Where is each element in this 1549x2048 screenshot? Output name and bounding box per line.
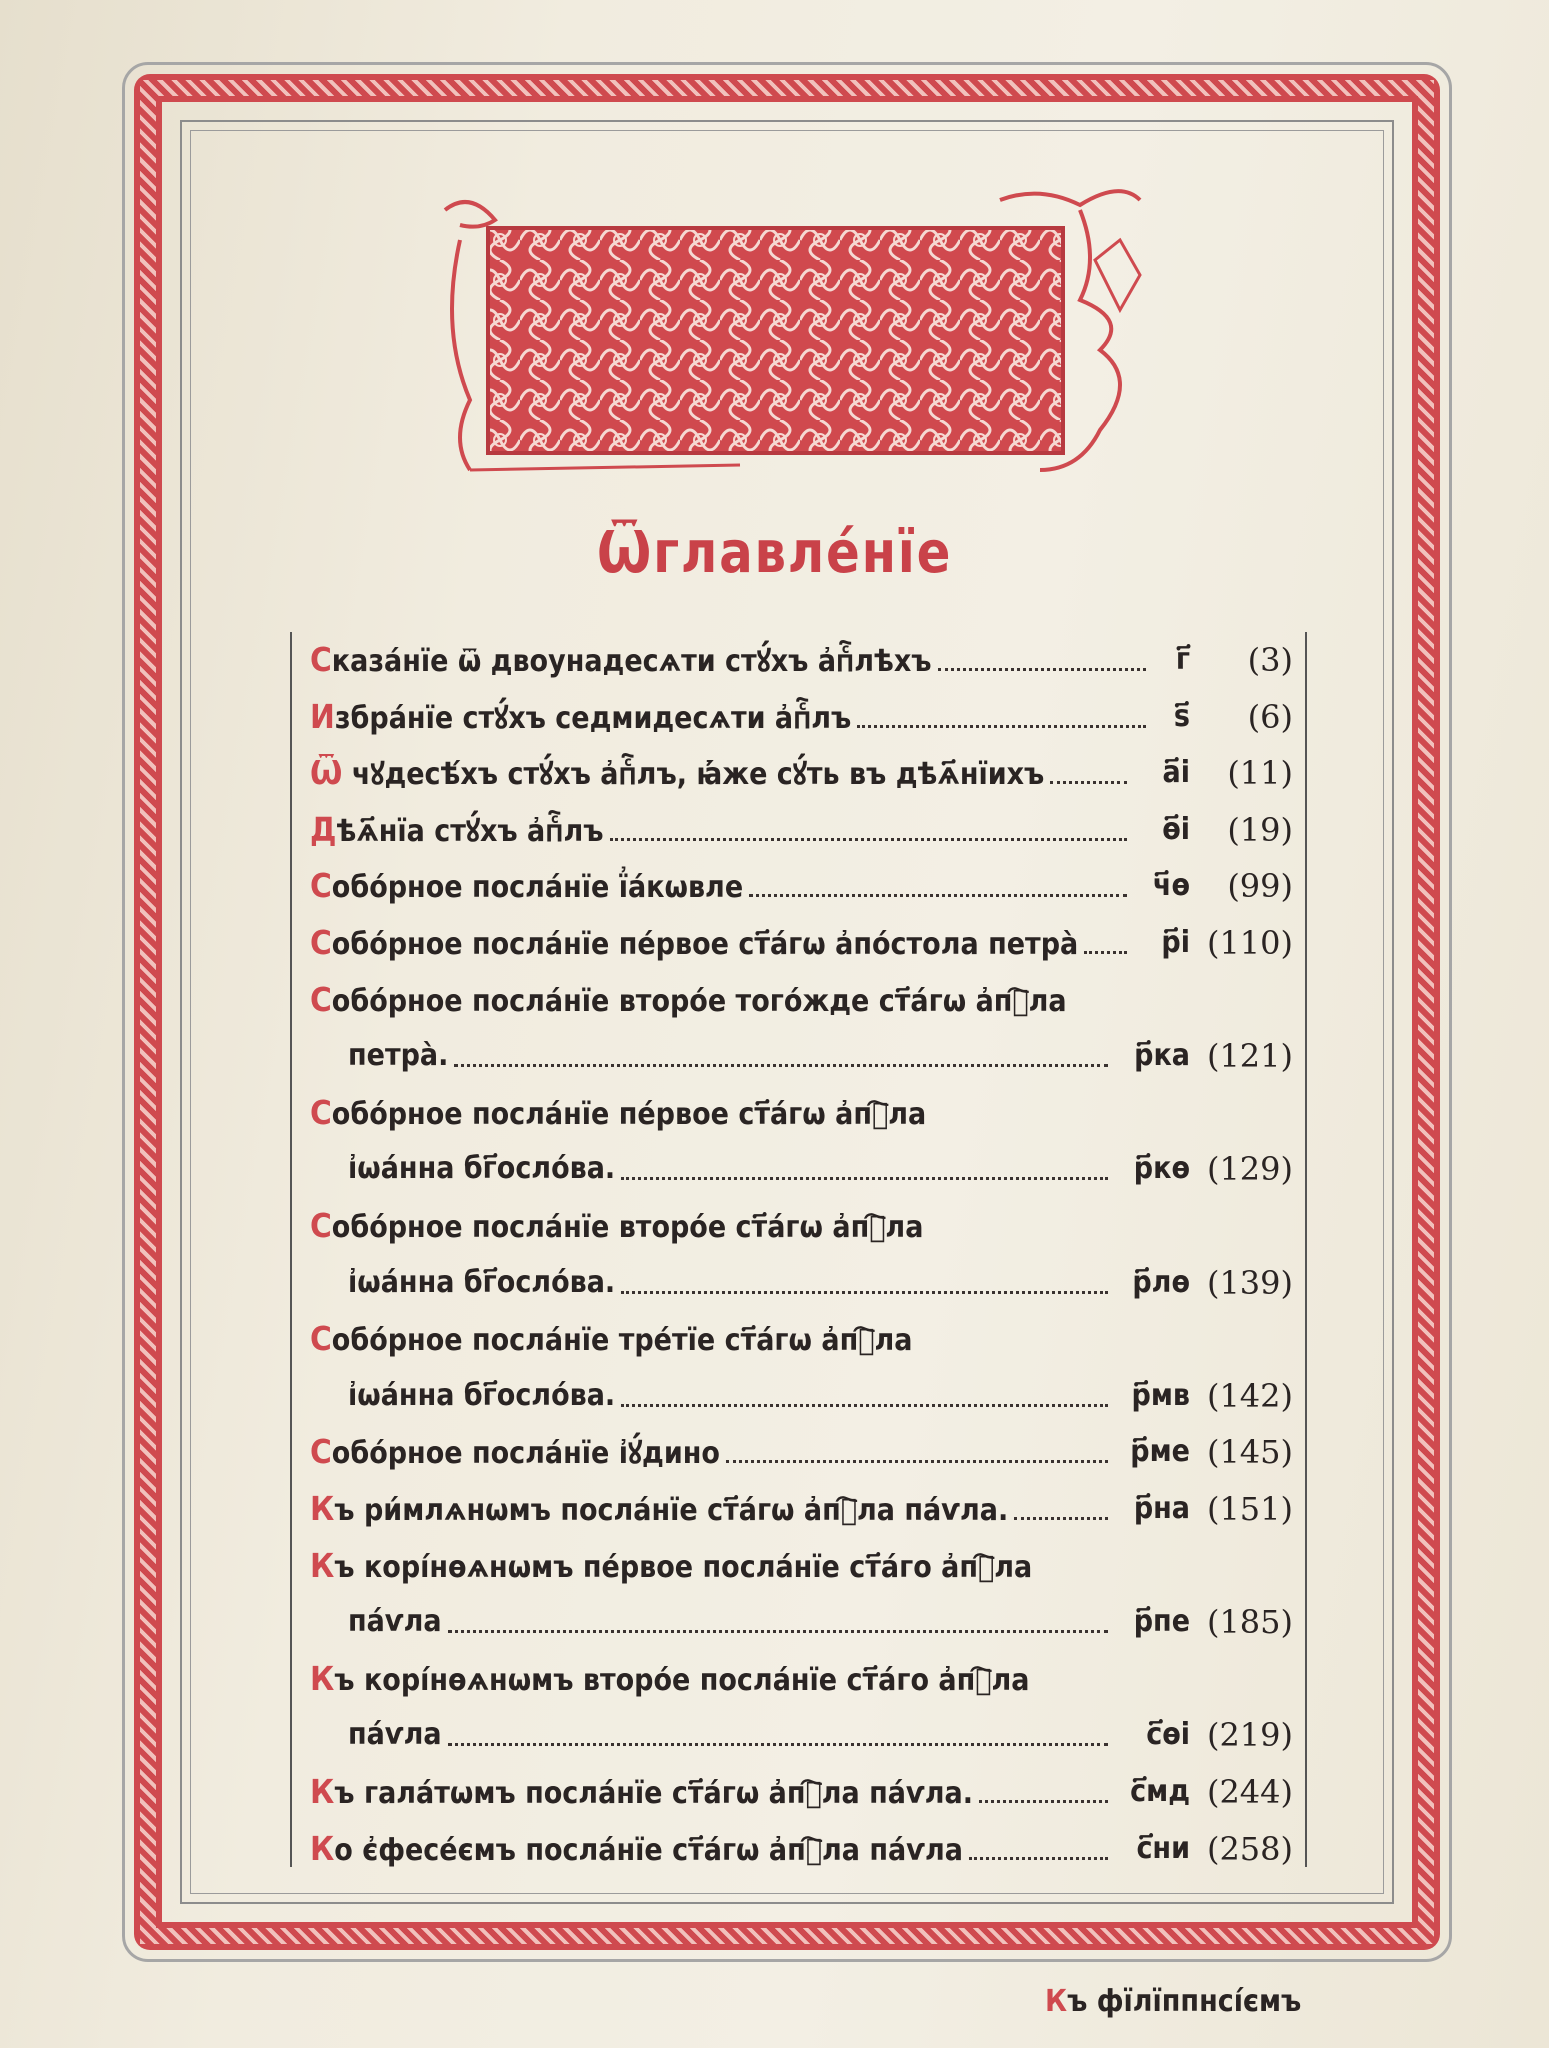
slavonic-page-number: с҃мд <box>1130 1774 1190 1809</box>
dot-leader <box>749 894 1127 897</box>
dot-leader <box>448 1630 1108 1633</box>
arabic-page-number[interactable]: (244) <box>1206 1773 1293 1811</box>
red-initial: С <box>310 1319 332 1359</box>
slavonic-page-number: р҃ка <box>1134 1038 1190 1074</box>
arabic-page-number[interactable]: (185) <box>1206 1603 1293 1642</box>
slavonic-page-number: с҃ни <box>1136 1830 1190 1866</box>
toc-entry <box>310 1764 1320 1821</box>
toc-entry-continuation: і҆ѡа́нна бг҃осло́ва. <box>348 1377 616 1413</box>
table-of-contents <box>290 632 1307 1867</box>
red-initial: С <box>310 640 332 679</box>
toc-entry <box>310 1085 1320 1198</box>
catchword-initial: К <box>1045 1984 1068 2019</box>
catchword-text: ъ фїлїппнсі́ємъ <box>1067 1984 1302 2019</box>
red-initial: Д <box>310 809 337 849</box>
slavonic-page-number: а҃і <box>1162 755 1190 791</box>
arabic-page-number[interactable]: (6) <box>1247 697 1293 736</box>
toc-entry <box>310 802 1320 859</box>
toc-entry <box>310 1538 1320 1651</box>
arabic-page-number[interactable]: (19) <box>1227 810 1293 849</box>
slavonic-page-number: р҃лѳ <box>1132 1264 1190 1300</box>
toc-entry-title <box>310 802 604 860</box>
toc-entry-text: збра́нїе стꙋ́хъ седмидесѧти а҆пⷭ҇лъ <box>334 700 852 736</box>
toc-entry-title <box>310 1764 973 1822</box>
red-initial: С <box>310 979 332 1019</box>
toc-entry <box>310 1424 1320 1481</box>
slavonic-page-number: р҃ме <box>1130 1434 1190 1470</box>
page-title: Ѿглавле́нїе <box>596 518 953 586</box>
toc-entry-title <box>310 1311 912 1369</box>
toc-entry-continuation: па́ѵла <box>348 1604 442 1640</box>
toc-entry-text: обо́рное посла́нїе второ́е того́жде ст҃а́гѡ а҆пⷭ҇ла <box>331 983 1067 1019</box>
toc-entry-text: каза́нїе ѿ двоунадесѧти стꙋ́хъ а҆пⷭ҇лѣхъ <box>331 644 932 679</box>
toc-entry-title <box>310 915 1078 973</box>
arabic-page-number[interactable]: (145) <box>1206 1433 1293 1472</box>
toc-entry-text: ъ корі́нѳѧнѡмъ пе́рвое посла́нїе ст҃а́го а҆пⷭ҇ла <box>334 1549 1033 1585</box>
toc-entry-text: обо́рное посла́нїе ї҆а́кѡвле <box>331 870 744 906</box>
slavonic-page-number: с҃ѳі <box>1146 1717 1190 1753</box>
arabic-page-number[interactable]: (151) <box>1206 1490 1293 1528</box>
toc-entry-text: ъ гала́тѡмъ посла́нїе ст҃а́гѡ а҆пⷭ҇ла па́ѵла. <box>334 1776 973 1811</box>
toc-entry-title <box>310 972 1067 1030</box>
dot-leader <box>621 1404 1108 1407</box>
toc-entry-text: обо́рное посла́нїе тре́тїе ст҃а́гѡ а҆пⷭ҇ла <box>331 1323 913 1359</box>
dot-leader <box>454 1064 1108 1067</box>
arabic-page-number[interactable]: (142) <box>1206 1376 1293 1415</box>
dot-leader <box>448 1743 1108 1746</box>
arabic-page-number[interactable]: (121) <box>1206 1037 1293 1076</box>
arabic-page-number[interactable]: (3) <box>1247 641 1293 679</box>
toc-entry-continuation: па́ѵла <box>348 1717 442 1753</box>
toc-entry <box>310 1821 1320 1878</box>
red-initial: С <box>310 923 332 962</box>
toc-entry-text: обо́рное посла́нїе второ́е ст҃а́гѡ а҆пⷭ҇ла <box>331 1210 924 1245</box>
slavonic-page-number: ѕ҃ <box>1173 698 1190 734</box>
dot-leader <box>610 838 1127 841</box>
dot-leader <box>621 1177 1108 1180</box>
slavonic-page-number: р҃кѳ <box>1133 1151 1190 1187</box>
red-initial: Ѿ <box>310 753 343 793</box>
toc-entry-continuation: петра̀. <box>348 1038 449 1074</box>
toc-entry-text: обо́рное посла́нїе пе́рвое ст҃а́гѡ а҆пⷭ҇ла <box>331 1096 927 1132</box>
arabic-page-number[interactable]: (99) <box>1227 867 1293 906</box>
red-initial: С <box>310 1206 332 1245</box>
toc-entry <box>310 632 1320 689</box>
red-initial: К <box>310 1545 335 1585</box>
red-initial: К <box>310 1658 335 1698</box>
toc-entry-text: обо́рное посла́нїе пе́рвое ст҃а́гѡ а҆по́стола петра̀ <box>331 927 1079 962</box>
slavonic-page-number: р҃на <box>1133 1491 1190 1526</box>
toc-entry-text: ѣѧ҃нїа стꙋ́хъ а҆пⷭ҇лъ <box>336 813 604 849</box>
toc-entry-title <box>310 1085 926 1143</box>
toc-entry-text: ъ ри́млѧнѡмъ посла́нїе ст҃а́гѡ а҆пⷭ҇ла па́ѵла. <box>334 1493 1009 1528</box>
toc-entry <box>310 858 1320 915</box>
arabic-page-number[interactable]: (129) <box>1206 1150 1293 1189</box>
arabic-page-number[interactable]: (11) <box>1227 754 1293 793</box>
toc-left-rule <box>290 632 292 1867</box>
toc-entry-title <box>310 858 743 916</box>
toc-entry-title <box>310 689 851 747</box>
toc-entry-title <box>310 632 932 690</box>
toc-entry <box>310 972 1320 1085</box>
toc-entry <box>310 689 1320 746</box>
interlace-knot-ornament-icon <box>440 180 1160 480</box>
red-initial: С <box>310 866 332 906</box>
dot-leader <box>1014 1517 1108 1520</box>
toc-entry <box>310 745 1320 802</box>
dot-leader <box>726 1460 1108 1463</box>
slavonic-page-number: р҃мв <box>1131 1377 1190 1413</box>
arabic-page-number[interactable]: (258) <box>1206 1829 1293 1868</box>
toc-entry-title <box>310 1481 1008 1539</box>
red-initial: С <box>310 1432 332 1472</box>
toc-entry <box>310 1198 1320 1311</box>
arabic-page-number[interactable]: (219) <box>1206 1716 1293 1755</box>
toc-entry-text: обо́рное посла́нїе і҆ꙋ́дино <box>331 1436 720 1472</box>
toc-entry-title <box>310 1651 1029 1709</box>
toc-entry-continuation: і҆ѡа́нна бг҃осло́ва. <box>348 1264 616 1300</box>
toc-entry <box>310 1651 1320 1764</box>
toc-entry <box>310 1481 1320 1538</box>
toc-entry-continuation: і҆ѡа́нна бг҃осло́ва. <box>348 1151 616 1187</box>
toc-entry-title <box>310 1538 1032 1596</box>
toc-entry-title <box>310 1821 963 1879</box>
red-initial: К <box>310 1489 335 1528</box>
dot-leader <box>969 1857 1108 1860</box>
arabic-page-number[interactable]: (110) <box>1206 924 1293 962</box>
toc-entry-title <box>310 745 1044 803</box>
slavonic-page-number: г҃ <box>1175 642 1190 677</box>
dot-leader <box>857 725 1146 728</box>
slavonic-page-number: ч҃ѳ <box>1152 868 1190 904</box>
red-initial: К <box>310 1828 335 1868</box>
dot-leader <box>979 1800 1108 1803</box>
catchword <box>1045 1984 1301 2019</box>
toc-entry-title <box>310 1424 720 1482</box>
dot-leader <box>621 1291 1108 1294</box>
slavonic-page-number: ѳ҃і <box>1162 811 1190 847</box>
toc-entry-title <box>310 1198 923 1256</box>
toc-entry <box>310 915 1320 972</box>
arabic-page-number[interactable]: (139) <box>1206 1263 1293 1302</box>
red-initial: И <box>310 696 335 736</box>
toc-entry-text: о є҆фесе́ємъ посла́нїе ст҃а́гѡ а҆пⷭ҇ла па́ѵла <box>334 1832 963 1868</box>
red-initial: С <box>310 1092 332 1132</box>
slavonic-page-number: р҃і <box>1161 925 1190 960</box>
toc-entry-text: чꙋдесѣ́хъ стꙋ́хъ а҆пⷭ҇лъ, ꙗ҆́же сꙋ́ть въ дѣѧ҃нїихъ <box>342 757 1045 793</box>
slavonic-page-number: р҃пе <box>1133 1604 1190 1640</box>
toc-entry-text: ъ корі́нѳѧнѡмъ второ́е посла́нїе ст҃а́го а҆пⷭ҇ла <box>334 1662 1030 1698</box>
red-initial: К <box>310 1772 335 1811</box>
toc-entry <box>310 1311 1320 1424</box>
